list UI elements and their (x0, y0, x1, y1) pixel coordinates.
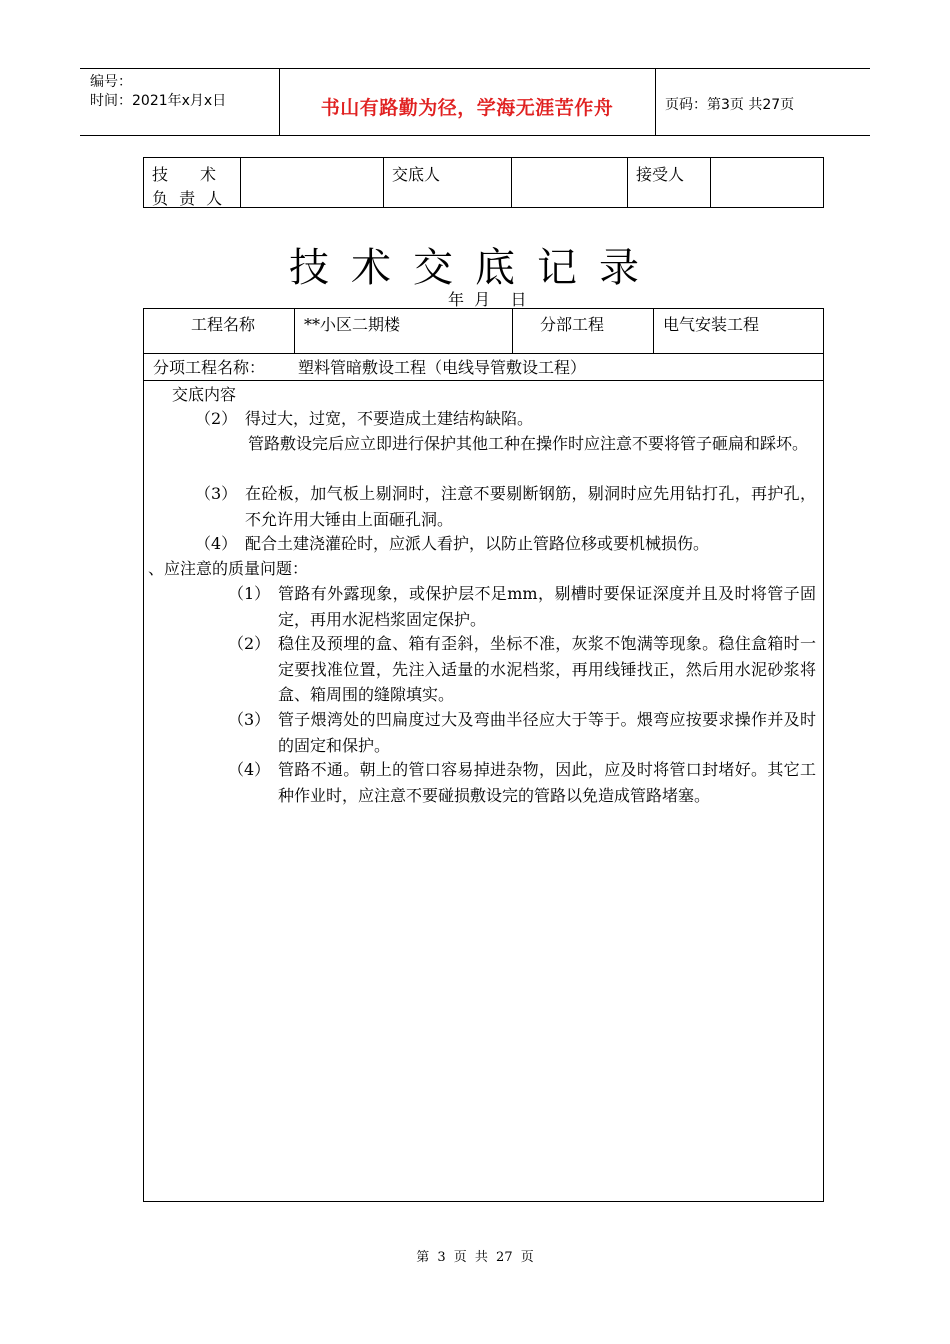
tech-lead-label-line1: 技 术 (152, 165, 217, 184)
item-text: 在砼板，加气板上剔洞时，注意不要剔断钢筋，剔洞时应先用钻打孔，再护孔，不允许用大锤由上面砸孔洞。 (245, 484, 816, 529)
subitem-value: 塑料管暗敷设工程（电线导管敷设工程） (298, 358, 587, 377)
item-text: 得过大，过宽，不要造成土建结构缺陷。 (245, 409, 534, 428)
item-number: （2） (195, 409, 238, 428)
item-number: （1） (228, 584, 271, 603)
division-label: 分部工程 (540, 315, 605, 334)
item-number: （4） (195, 534, 238, 553)
header-top-rule (80, 68, 870, 69)
header-divider-right (655, 68, 656, 135)
item-number: （4） (228, 760, 271, 779)
item-text: 稳住及预埋的盒、箱有歪斜，坐标不准，灰浆不饱满等现象。稳住盒箱时一定要找准位置，先注入适量的水泥档浆，再用线锤找正，然后用水泥砂浆将盒、箱周围的缝隙填实。 (278, 634, 816, 704)
sign-col-divider (710, 158, 711, 207)
header-motto: 书山有路勤为径，学海无涯苦作舟 (320, 97, 614, 119)
header-page-info: 页码：第3页 共27页 (665, 97, 795, 113)
item-number: （2） (228, 634, 271, 653)
division-value: 电气安装工程 (663, 315, 760, 334)
subitem-label: 分项工程名称： (153, 358, 266, 377)
header-bottom-rule (80, 135, 870, 136)
item-number: （3） (195, 484, 238, 503)
row-divider (143, 353, 824, 354)
info-col-divider (294, 308, 295, 353)
item-text: 管路敷设完后应立即进行保护其他工种在操作时应注意不要将管子砸扁和踩坏。 (248, 434, 809, 453)
content-heading: 交底内容 (172, 385, 237, 404)
item-text: 配合土建浇灌砼时，应派人看护，以防止管路位移或要机械损伤。 (245, 534, 710, 553)
item-number: （3） (228, 710, 271, 729)
sign-col-divider (383, 158, 384, 207)
info-col-divider (512, 308, 513, 353)
quality-heading: 、应注意的质量问题： (148, 559, 309, 578)
sign-col-divider (511, 158, 512, 207)
project-name-label: 工程名称 (191, 315, 256, 334)
sign-col-divider (240, 158, 241, 207)
tech-lead-label-line2: 负 责 人 (152, 189, 223, 208)
item-text: 管子煨湾处的凹扁度过大及弯曲半径应大于等于。煨弯应按要求操作并及时的固定和保护。 (278, 710, 816, 755)
signature-table (143, 157, 824, 208)
header-time-label: 时间：2021年x月x日 (90, 93, 227, 109)
handover-person-label: 交底人 (392, 165, 441, 184)
info-col-divider (653, 308, 654, 353)
receiver-label: 接受人 (636, 165, 685, 184)
page-footer: 第 3 页 共 27 页 (416, 1250, 534, 1265)
header-number-label: 编号： (90, 74, 132, 90)
item-text: 管路有外露现象，或保护层不足mm，剔槽时要保证深度并且及时将管子固定，再用水泥档浆固定保护。 (278, 584, 816, 629)
sign-col-divider (627, 158, 628, 207)
date-line: 年 月 日 (448, 290, 527, 309)
page-title: 技术交底记录 (289, 245, 661, 291)
project-name-value: **小区二期楼 (304, 315, 401, 334)
item-text: 管路不通。朝上的管口容易掉进杂物，因此，应及时将管口封堵好。其它工种作业时，应注意不要碰损敷设完的管路以免造成管路堵塞。 (278, 760, 816, 805)
